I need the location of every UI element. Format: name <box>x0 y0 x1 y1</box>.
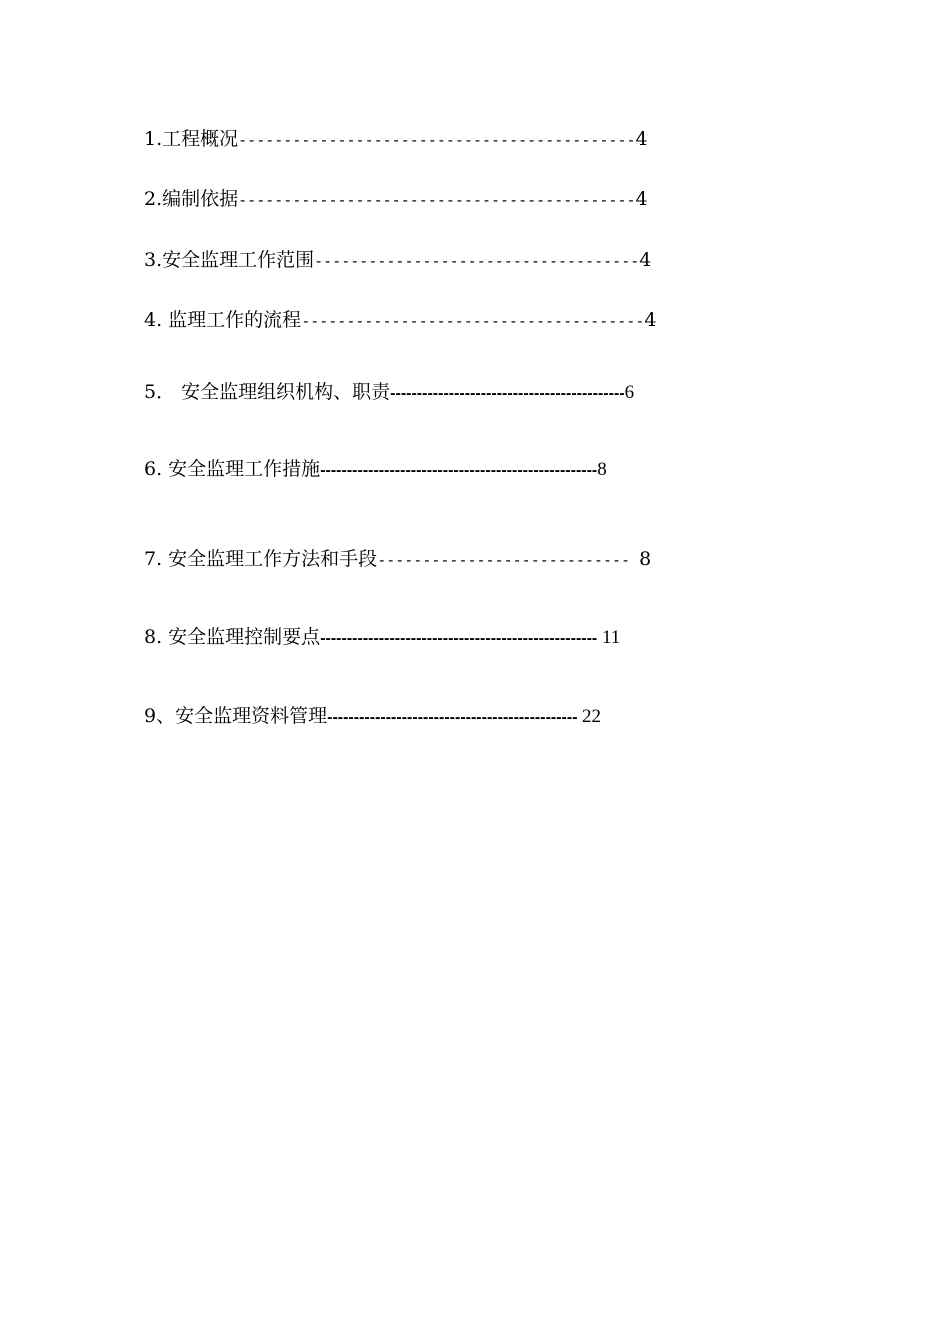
toc-item-8[interactable] <box>144 625 620 651</box>
toc-item-9[interactable] <box>144 704 601 730</box>
toc-item-page: 11 <box>597 627 621 648</box>
toc-item-number: 7. <box>144 548 169 570</box>
toc-item-leader: ---------------------------------------------------- <box>320 630 598 647</box>
toc-item-page: 22 <box>581 706 601 727</box>
toc-item-page: 4 <box>639 249 652 271</box>
toc-item-leader: ----------------------------------------------- <box>327 709 582 726</box>
toc-item-title: 监理工作的流程 <box>168 309 302 331</box>
toc-item-6[interactable] <box>144 457 607 483</box>
toc-item-leader: -------------------------------------- <box>301 312 645 330</box>
toc-item-title: 安全监理工作方法和手段 <box>168 548 378 570</box>
toc-item-leader: -------------------------------------------- <box>238 191 636 209</box>
toc-item-page: 4 <box>644 309 657 331</box>
toc-item-title: 工程概况 <box>162 128 239 150</box>
toc-item-leader: -------------------------------------------- <box>390 385 625 402</box>
toc-item-4[interactable] <box>144 308 656 333</box>
toc-item-number: 5． <box>144 381 182 403</box>
toc-item-leader: ---------------------------- <box>377 551 640 569</box>
toc-item-title: 安全监理组织机构、职责 <box>181 381 391 403</box>
toc-item-number: 8. <box>144 626 169 648</box>
toc-item-number: 2. <box>144 188 163 210</box>
toc-item-page: 4 <box>635 188 648 210</box>
toc-item-number: 3. <box>144 249 163 271</box>
toc-item-7[interactable] <box>144 547 651 572</box>
toc-item-leader: ---------------------------------------------------- <box>320 462 598 479</box>
toc-item-number: 4. <box>144 309 169 331</box>
toc-item-leader: -------------------------------------------- <box>238 131 636 149</box>
toc-item-title: 安全监理控制要点 <box>168 626 321 648</box>
toc-item-page: 8 <box>597 459 607 480</box>
toc-item-leader: ------------------------------------ <box>314 252 640 270</box>
toc-item-title: 安全监理工作措施 <box>168 458 321 480</box>
toc-item-5[interactable] <box>144 380 634 406</box>
toc-item-number: 9、 <box>144 705 176 727</box>
toc-item-2[interactable] <box>144 187 648 212</box>
toc-item-number: 1. <box>144 128 163 150</box>
toc-item-title: 安全监理资料管理 <box>175 705 328 727</box>
toc-item-number: 6. <box>144 458 169 480</box>
toc-item-1[interactable] <box>144 127 648 152</box>
toc-item-title: 安全监理工作范围 <box>162 249 315 271</box>
toc-item-page: 6 <box>624 382 635 403</box>
toc-item-page: 8 <box>639 548 652 570</box>
toc-item-3[interactable] <box>144 248 651 273</box>
toc-item-page: 4 <box>635 128 648 150</box>
toc-item-title: 编制依据 <box>162 188 239 210</box>
